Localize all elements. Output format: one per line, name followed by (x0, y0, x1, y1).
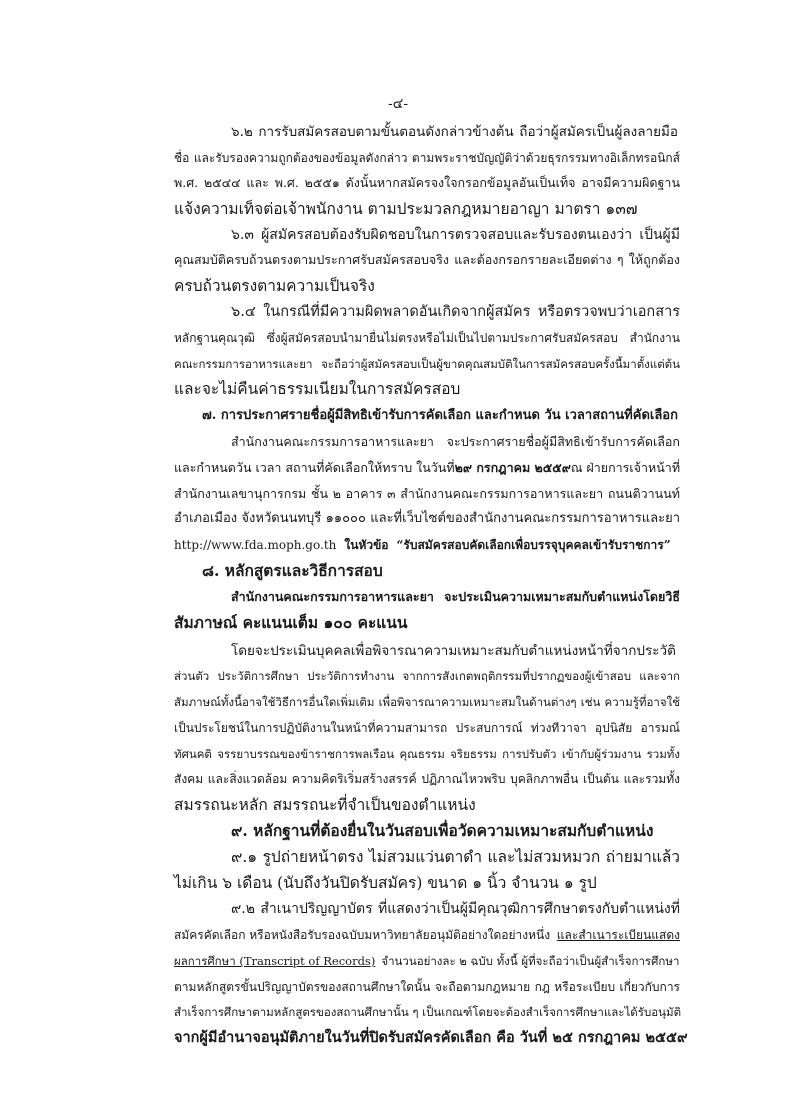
s64-line-1: ๖.๔ ในกรณีที่มีความผิดพลาดอันเกิดจากผู้สมัคร หรือตรวจพบว่าเอกสาร (231, 304, 680, 320)
s7-heading: ๗. การประกาศรายชื่อผู้มีสิทธิเข้ารับการคัดเลือก และกำหนด วัน เวลาสถานที่คัดเลือก (202, 408, 678, 423)
s64-line-2: หลักฐานคุณวุฒิ ซึ่งผู้สมัครสอบนำมายื่นไม่ตรงหรือไม่เป็นไปตามประกาศรับสมัครสอบ สำนักงาน (174, 331, 680, 345)
s7-line-5 (174, 534, 680, 556)
s63-line-2: คุณสมบัติครบถ้วนตรงตามประกาศรับสมัครสอบจริง และต้องกรอกรายละเอียดต่าง ๆ ให้ถูกต้อง (174, 252, 680, 267)
s8-para-line-3: สัมภาษณ์ทั้งนี้อาจใช้วิธีการอื่นใดเพิ่มเติม เพื่อพิจารณาความเหมาะสมในด้านต่างๆ เช่น ความรู้ที่อาจใช้ (174, 695, 680, 709)
s63-line-3: ครบถ้วนตรงตามความเป็นจริง (174, 277, 375, 295)
s7-line-2 (174, 457, 680, 479)
s9-1-line-1: ๙.๑ รูปถ่ายหน้าตรง ไม่สวมแว่นตาดำ และไม่สวมหมวก ถ่ายมาแล้ว (231, 848, 680, 866)
s64-line-4: และจะไม่คืนค่าธรรมเนียมในการสมัครสอบ (174, 380, 461, 398)
s8-para-line-7: สมรรถนะหลัก สมรรถนะที่จำเป็นของตำแหน่ง (174, 796, 476, 814)
s7-line-2-location: ณ ฝ่ายการเจ้าหน้าที่ (570, 460, 681, 475)
s9-2-line-6: จากผู้มีอำนาจอนุมัติภายในวันที่ปิดรับสมัครคัดเลือก คือ วันที่ ๒๕ กรกฎาคม ๒๕๕๙ (174, 1029, 688, 1046)
s62-line-2: ชื่อ และรับรองความถูกต้องของข้อมูลดังกล่าว ตามพระราชบัญญัติว่าด้วยธุรกรรมทางอิเล็กทรอนิกส์ (174, 151, 680, 165)
s7-line-1: สำนักงานคณะกรรมการอาหารและยา จะประกาศรายชื่อผู้มีสิทธิเข้ารับการคัดเลือก (231, 434, 680, 449)
s62-line-4: แจ้งความเท็จต่อเจ้าพนักงาน ตามประมวลกฎหมายอาญา มาตรา ๑๓๗ (174, 200, 638, 218)
s9-2-line-2 (174, 924, 680, 946)
s9-2-line-4: ตามหลักสูตรขั้นปริญญาบัตรของสถานศึกษาใดนั้น จะถือตามกฎหมาย กฎ หรือระเบียบ เกี่ยวกับการ (174, 980, 680, 994)
s8-line-1: สำนักงานคณะกรรมการอาหารและยา จะประเมินความเหมาะสมกับตำแหน่งโดยวิธี (231, 589, 680, 604)
s9-2-line-3 (174, 950, 680, 972)
s8-para-line-1: โดยจะประเมินบุคคลเพื่อพิจารณาความเหมาะสมกับตำแหน่งหน้าที่จากประวัติ (231, 643, 676, 659)
s64-line-3: คณะกรรมการอาหารและยา จะถือว่าผู้สมัครสอบเป็นผู้ขาดคุณสมบัติในการสมัครสอบครั้งนี้มาตั้งแต่ต้น (174, 357, 680, 371)
transcript-of-records: ผลการศึกษา (Transcript of Records) (174, 954, 376, 968)
s62-line-1: ๖.๒ การรับสมัครสอบตามขั้นตอนดังกล่าวข้างต้น ถือว่าผู้สมัครเป็นผู้ลงลายมือ (231, 124, 678, 140)
s9-2-line-1: ๙.๒ สำเนาปริญญาบัตร ที่แสดงว่าเป็นผู้มีคุณวุฒิการศึกษาตรงกับตำแหน่งที่ (231, 901, 680, 917)
fda-website-url: http://www.fda.moph.go.th (174, 538, 337, 552)
s9-2-line-5: สำเร็จการศึกษาตามหลักสูตรของสถานศึกษานั้น ๆ เป็นเกณฑ์โดยจะต้องสำเร็จการศึกษาและได้รับอนุมัติ (174, 1005, 682, 1019)
s7-line-4: อำเภอเมือง จังหวัดนนทบุรี ๑๑๐๐๐ และที่เว็บไซต์ของสำนักงานคณะกรรมการอาหารและยา (174, 511, 680, 526)
page-number: -๔- (388, 96, 409, 112)
s7-line-3: สำนักงานเลขานุการกรม ชั้น ๒ อาคาร ๓ สำนักงานคณะกรรมการอาหารและยา ถนนติวานนท์ (174, 486, 680, 501)
s8-heading: ๘. หลักสูตรและวิธีการสอบ (202, 561, 383, 580)
s7-topic-title: “รับสมัครสอบคัดเลือกเพื่อบรรจุบุคคลเข้ารับราชการ” (396, 538, 671, 552)
s7-line-2-text: และกำหนดวัน เวลา สถานที่คัดเลือกให้ทราบ ในวันที่ (174, 460, 455, 475)
s8-para-line-6: สังคม และสิ่งแวดล้อม ความคิดริเริ่มสร้างสรรค์ ปฏิภาณไหวพริบ บุคลิกภาพอื่น เป็นต้น และรวมทั้ง (174, 772, 680, 786)
announcement-date: ๒๙ กรกฎาคม ๒๕๕๙ (454, 460, 571, 475)
s9-2-line-3-text: จำนวนอย่างละ ๒ ฉบับ ทั้งนี้ ผู้ที่จะถือว่าเป็นผู้สำเร็จการศึกษา (381, 954, 680, 968)
s9-2-line-2-text: สมัครคัดเลือก หรือหนังสือรับรองฉบับมหาวิทยาลัยอนุมัติอย่างใดอย่างหนึ่ง (174, 928, 551, 942)
s9-1-line-2: ไม่เกิน ๖ เดือน (นับถึงวันปิดรับสมัคร) ขนาด ๑ นิ้ว จำนวน ๑ รูป (174, 874, 597, 892)
s8-para-line-2: ส่วนตัว ประวัติการศึกษา ประวัติการทำงาน จากการสังเกตพฤติกรรมที่ปรากฏของผู้เข้าสอบ และจาก (174, 669, 680, 683)
s62-line-3: พ.ศ. ๒๕๔๔ และ พ.ศ. ๒๕๕๑ ดังนั้นหากสมัครจงใจกรอกข้อมูลอันเป็นเท็จ อาจมีความผิดฐาน (174, 175, 680, 190)
transcript-requirement: และสำเนาระเบียนแสดง (556, 928, 680, 942)
s8-para-line-4: เป็นประโยชน์ในการปฏิบัติงานในหน้าที่ความสามารถ ประสบการณ์ ท่วงทีวาจา อุปนิสัย อารมณ์ (174, 721, 680, 735)
s8-line-2: สัมภาษณ์ คะแนนเต็ม ๑๐๐ คะแนน (174, 613, 408, 632)
s63-line-1: ๖.๓ ผู้สมัครสอบต้องรับผิดชอบในการตรวจสอบและรับรองตนเองว่า เป็นผู้มี (231, 227, 680, 243)
s7-topic-label: ในหัวข้อ (344, 538, 389, 552)
s9-heading: ๙. หลักฐานที่ต้องยื่นในวันสอบเพื่อวัดความเหมาะสมกับตำแหน่ง (231, 821, 654, 840)
s8-para-line-5: ทัศนคติ จรรยาบรรณของข้าราชการพลเรือน คุณธรรม จริยธรรม การปรับตัว เข้ากับผู้ร่วมงาน รวมทั้ง (174, 747, 680, 761)
